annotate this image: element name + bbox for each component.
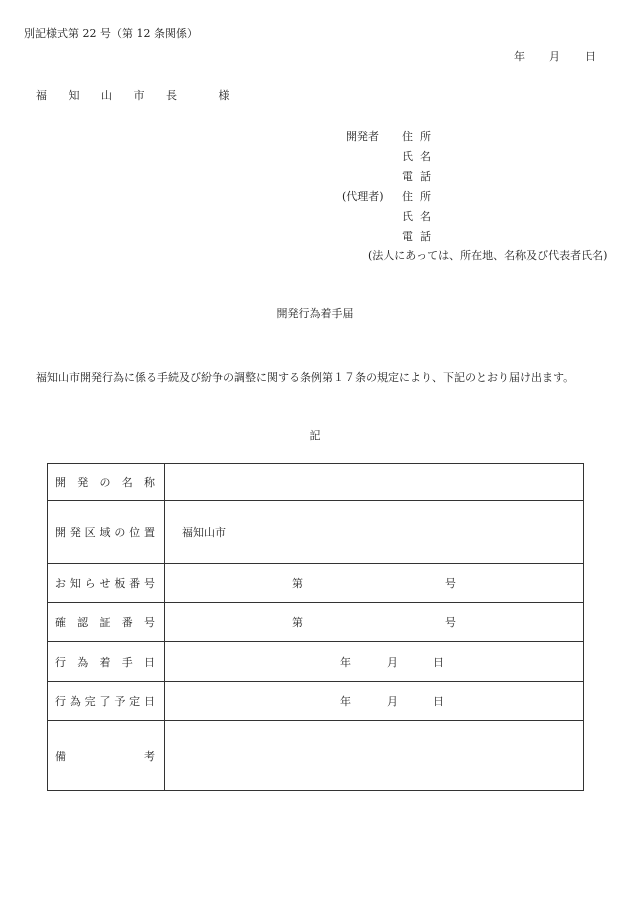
agent-phone-label: 電話: [402, 230, 438, 243]
date-month-label: 月: [549, 50, 560, 63]
label-char: 考: [144, 749, 155, 763]
label-char: 位: [129, 526, 141, 539]
number-prefix: 第: [292, 577, 303, 590]
label-spread: [55, 614, 155, 630]
label-char: 号: [143, 577, 155, 590]
label-char: 名: [121, 476, 133, 489]
row-label: [48, 501, 165, 563]
start-date-day: 日: [433, 655, 444, 669]
completion-date-month: 月: [387, 695, 398, 708]
row-label: [48, 682, 165, 720]
row-label: [48, 464, 165, 500]
number-prefix: 第: [292, 616, 303, 629]
table-row-development-name: [48, 464, 583, 500]
label-char: 板: [114, 577, 126, 590]
addressee: 福 知 山 市 長 様: [36, 89, 239, 102]
label-char: 置: [143, 526, 155, 539]
notice-board-number-field[interactable]: [165, 564, 583, 602]
row-label: [48, 721, 165, 790]
number-suffix: 号: [445, 616, 456, 629]
label-spread: [55, 575, 155, 591]
developer-role: 開発者: [346, 130, 379, 143]
label-char: 番: [121, 616, 133, 629]
label-char: 知: [69, 577, 81, 590]
label-char: 予: [114, 695, 126, 708]
document-title: 開発行為着手届: [276, 307, 354, 320]
label-char: 称: [144, 476, 155, 489]
label-char: 証: [99, 616, 111, 629]
start-date-month: 月: [387, 655, 398, 669]
label-spread: [55, 693, 155, 709]
table-row-start-date: [48, 641, 583, 681]
agent-role: (代理者): [342, 190, 384, 203]
completion-date-day: 日: [433, 695, 444, 708]
developer-address-label: 住所: [402, 130, 438, 143]
completion-date-year: 年: [340, 695, 351, 708]
label-spread: [55, 654, 155, 670]
label-char: 発: [77, 476, 89, 489]
row-label: [48, 603, 165, 641]
label-char: 行: [55, 655, 66, 669]
label-char: 日: [144, 655, 155, 669]
label-char: 確: [55, 616, 66, 629]
ki-heading: 記: [309, 429, 321, 442]
completion-date-field[interactable]: [165, 682, 583, 720]
certificate-number-field[interactable]: [165, 603, 583, 641]
label-char: の: [99, 476, 111, 489]
development-name-field[interactable]: [165, 464, 583, 500]
table-row-notice-board-number: [48, 563, 583, 602]
number-suffix: 号: [445, 577, 456, 590]
label-char: 日: [143, 695, 155, 708]
label-char: 域: [99, 526, 111, 539]
body-text: 福知山市開発行為に係る手続及び紛争の調整に関する条例第１７条の規定により、下記のとおり届け出ます。: [36, 371, 575, 384]
form-table: [47, 463, 584, 791]
location-city: 福知山市: [182, 526, 226, 539]
date-year-label: 年: [514, 50, 525, 63]
row-label: [48, 642, 165, 681]
table-row-remarks: [48, 720, 583, 790]
developer-phone-label: 電話: [402, 170, 438, 183]
label-char: 為: [77, 655, 89, 669]
label-char: 開: [55, 476, 66, 489]
label-char: 着: [99, 655, 111, 669]
label-char: 認: [77, 616, 89, 629]
label-char: 行: [55, 695, 66, 708]
label-char: 区: [84, 526, 96, 539]
label-char: の: [114, 526, 126, 539]
label-spread: [55, 474, 155, 490]
agent-address-label: 住所: [402, 190, 438, 203]
table-row-completion-date: [48, 681, 583, 720]
label-char: 為: [69, 695, 81, 708]
development-location-field[interactable]: [165, 501, 583, 563]
label-char: 備: [55, 749, 66, 763]
label-char: 定: [129, 695, 141, 708]
label-char: 発: [69, 526, 81, 539]
remarks-field[interactable]: [165, 721, 583, 790]
start-date-year: 年: [340, 655, 351, 669]
label-char: 番: [129, 577, 141, 590]
label-char: 完: [84, 695, 96, 708]
start-date-field[interactable]: [165, 642, 583, 681]
table-row-development-location: [48, 500, 583, 563]
date-day-label: 日: [585, 50, 596, 63]
table-row-certificate-number: [48, 602, 583, 641]
label-char: 開: [55, 526, 66, 539]
label-char: お: [55, 577, 66, 590]
agent-name-label: 氏名: [402, 210, 438, 223]
label-char: せ: [99, 577, 111, 590]
row-label: [48, 564, 165, 602]
label-char: 了: [99, 695, 111, 708]
label-spread: [55, 524, 155, 540]
label-spread: [55, 748, 155, 764]
label-char: 手: [121, 655, 133, 669]
label-char: ら: [84, 577, 96, 590]
form-number: 別記様式第 22 号（第 12 条関係）: [24, 27, 198, 40]
corporate-note: (法人にあっては、所在地、名称及び代表者氏名): [368, 249, 608, 262]
developer-name-label: 氏名: [402, 150, 438, 163]
label-char: 号: [144, 616, 155, 629]
